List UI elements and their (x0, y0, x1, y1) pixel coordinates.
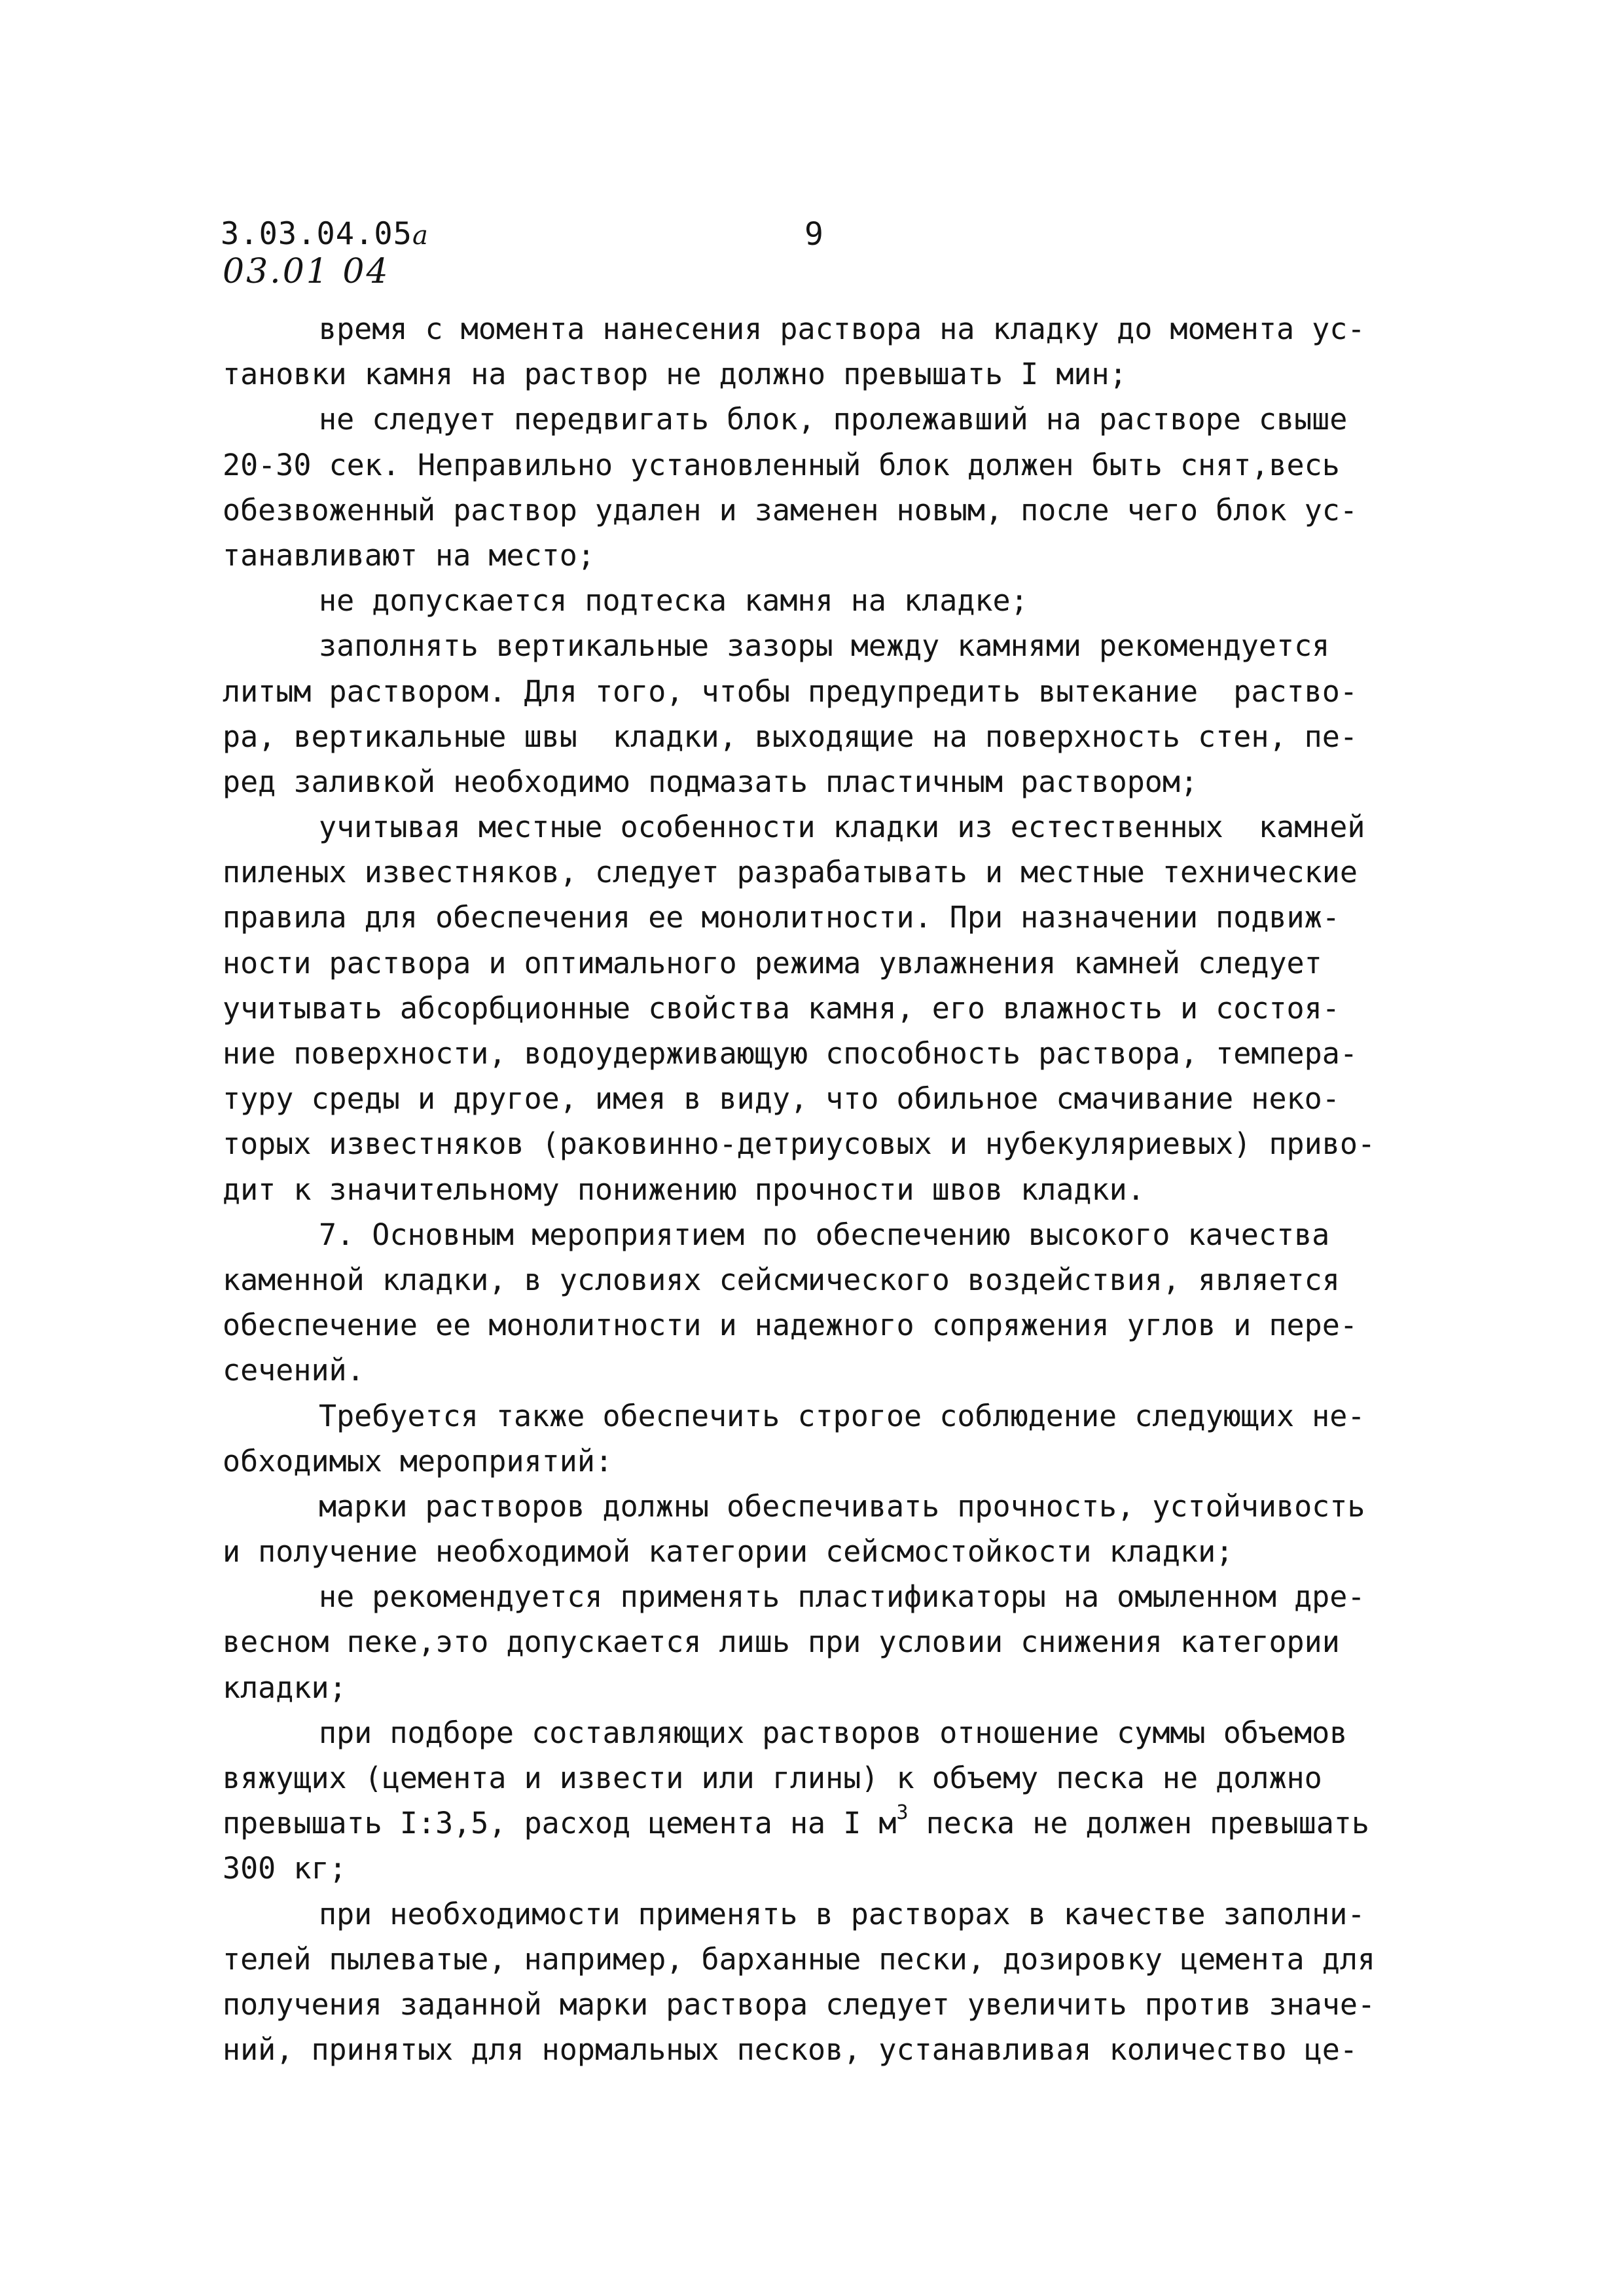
text-line-content: торых известняков (раковинно-детриусовых и нубекуляриевых) приво- (223, 1126, 1375, 1162)
text-line-content: ний, принятых для нормальных песков, устанавливая количество це- (223, 2032, 1358, 2068)
text-line-content: обезвоженный раствор удален и заменен новым, после чего блок ус- (223, 492, 1358, 528)
text-line (223, 1121, 1466, 1166)
text-line-content: правила для обеспечения ее монолитности. При назначении подвиж- (223, 900, 1340, 935)
text-line (223, 623, 1466, 668)
superscript: 3 (896, 1801, 909, 1825)
text-line (223, 1937, 1466, 1982)
text-line (223, 759, 1466, 804)
text-line (223, 1167, 1466, 1212)
text-line-content: туру среды и другое, имея в виду, что обильное смачивание неко- (223, 1081, 1340, 1117)
text-line (223, 850, 1466, 895)
page-number: 9 (804, 216, 823, 253)
text-line-content: Требуется также обеспечить строгое соблюдение следующих не- (319, 1398, 1365, 1433)
text-line-content: тановки камня на раствор не должно превышать I мин; (223, 357, 1127, 392)
text-line (223, 1348, 1466, 1393)
text-line-content: литым раствором. Для того, чтобы предупредить вытекание раство- (223, 673, 1358, 709)
text-line (223, 488, 1466, 533)
text-line-content: дит к значительному понижению прочности швов кладки. (223, 1172, 1145, 1207)
document-code-suffix: а (412, 221, 429, 251)
text-line-content: каменной кладки, в условиях сейсмического воздействия, является (223, 1262, 1340, 1297)
text-line (223, 1619, 1466, 1664)
text-line-content: и получение необходимой категории сейсмостойкости кладки; (223, 1534, 1234, 1570)
text-line-content: время с момента нанесения раствора на кладку до момента ус- (319, 312, 1365, 346)
text-line (223, 1846, 1466, 1891)
text-line-content: учитывая местные особенности кладки из естественных камней (319, 810, 1365, 845)
document-code (221, 216, 429, 254)
text-line (223, 1529, 1466, 1574)
text-line (223, 1076, 1466, 1121)
text-line-content: заполнять вертикальные зазоры между камнями рекомендуется (319, 628, 1330, 664)
text-line (223, 1212, 1466, 1257)
text-line-content: учитывать абсорбционные свойства камня, его влажность и состоя- (223, 990, 1340, 1026)
text-line-content: вяжущих (цемента и извести или глины) к объему песка не должно (223, 1761, 1322, 1795)
text-line (223, 1031, 1466, 1076)
text-line (223, 2027, 1466, 2072)
text-line (223, 1574, 1466, 1619)
text-line-content: при подборе составляющих растворов отношение суммы объемов (319, 1715, 1348, 1750)
text-line-content: получения заданной марки раствора следует увеличить против значе- (223, 1986, 1375, 2022)
text-line-content: пиленых известняков, следует разрабатывать и местные технические (223, 855, 1358, 890)
text-line-content: телей пылеватые, например, барханные пески, дозировку цемента для (223, 1941, 1375, 1977)
text-line (223, 1755, 1466, 1801)
text-line (223, 442, 1466, 488)
text-line-content: ности раствора и оптимального режима увлажнения камней следует (223, 945, 1322, 980)
text-line-content: превышать I:3,5, расход цемента на I м (223, 1806, 897, 1841)
document-code-number: 3.03.04.05 (221, 216, 412, 252)
body-text (223, 306, 1466, 2072)
text-line-content: ра, вертикальные швы кладки, выходящие на поверхность стен, пе- (223, 719, 1358, 754)
text-line (223, 895, 1466, 940)
text-line (223, 714, 1466, 759)
text-line-continuation: песка не должен превышать (908, 1806, 1369, 1841)
text-line-content: танавливают на место; (223, 537, 595, 573)
text-line-content: обходимых мероприятий: (223, 1443, 613, 1479)
text-line (223, 941, 1466, 986)
text-line-content: ние поверхности, водоудерживающую способность раствора, темпера- (223, 1036, 1358, 1071)
text-line (223, 1665, 1466, 1710)
text-line-content: марки растворов должны обеспечивать прочность, устойчивость (319, 1488, 1365, 1524)
text-line (223, 397, 1466, 442)
text-line (223, 1439, 1466, 1484)
text-line (223, 1801, 1466, 1846)
text-line-content: сечений. (223, 1353, 365, 1388)
text-line-content: 20-30 сек. Неправильно установленный блок должен быть снят,весь (223, 447, 1340, 482)
text-line-content: кладки; (223, 1670, 347, 1705)
text-line-content: 7. Основным мероприятием по обеспечению высокого качества (319, 1217, 1330, 1252)
text-line (223, 669, 1466, 714)
text-line-content: не допускается подтеска камня на кладке; (319, 583, 1028, 619)
text-line (223, 1484, 1466, 1529)
text-line-content: весном пеке,это допускается лишь при условии снижения категории (223, 1624, 1340, 1660)
text-line (223, 1302, 1466, 1348)
text-line (223, 1892, 1466, 1937)
text-line-content: ред заливкой необходимо подмазать пластичным раствором; (223, 764, 1199, 799)
text-line-content: при необходимости применять в растворах в качестве заполни- (319, 1896, 1365, 1931)
text-line (223, 306, 1466, 351)
text-line (223, 533, 1466, 578)
text-line (223, 804, 1466, 850)
text-line (223, 1710, 1466, 1755)
text-line-content: обеспечение ее монолитности и надежного сопряжения углов и пере- (223, 1308, 1358, 1343)
text-line (223, 986, 1466, 1031)
text-line (223, 1982, 1466, 2027)
text-line (223, 351, 1466, 397)
handwritten-code: 03.01 04 (223, 252, 390, 291)
text-line (223, 1393, 1466, 1439)
text-line-content: 300 кг; (223, 1851, 347, 1886)
text-line (223, 1257, 1466, 1302)
text-line (223, 578, 1466, 623)
text-line-content: не рекомендуется применять пластификаторы на омыленном дре- (319, 1579, 1365, 1615)
text-line-content: не следует передвигать блок, пролежавший на растворе свыше (319, 402, 1348, 437)
